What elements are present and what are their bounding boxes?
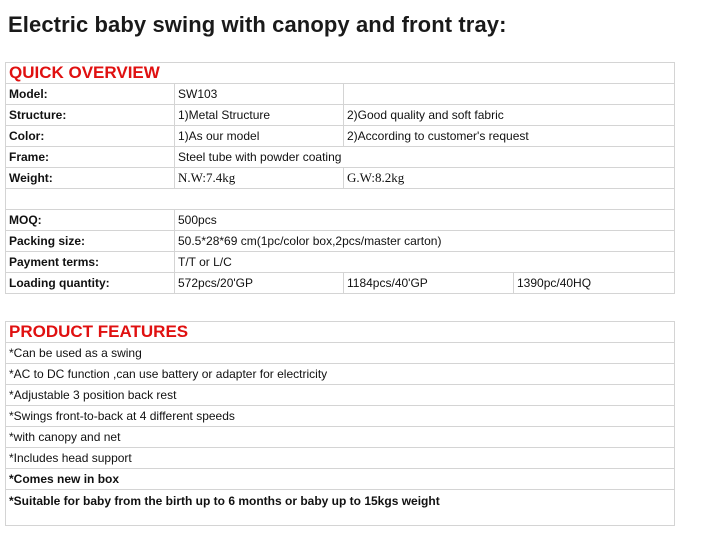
- feature-suitable-age: *Suitable for baby from the birth up to 6 months or baby up to 15kgs weight: [6, 490, 675, 526]
- structure-label: Structure:: [6, 105, 175, 126]
- model-value: SW103: [175, 84, 344, 105]
- list-item: [6, 448, 675, 469]
- color-value-1: 1)As our model: [175, 126, 344, 147]
- frame-label: Frame:: [6, 147, 175, 168]
- net-weight-value: N.W:7.4kg: [175, 168, 344, 189]
- spacer-row: [6, 189, 675, 210]
- overview-heading-row: [6, 63, 675, 84]
- moq-label: MOQ:: [6, 210, 175, 231]
- moq-row: [6, 210, 675, 231]
- frame-value: Steel tube with powder coating: [175, 147, 675, 168]
- moq-value: 500pcs: [175, 210, 675, 231]
- loading-value-40hq: 1390pc/40HQ: [514, 273, 675, 294]
- list-item: [6, 427, 675, 448]
- page-title: Electric baby swing with canopy and front tray:: [8, 12, 507, 37]
- feature-canopy: *with canopy and net: [6, 427, 675, 448]
- feature-speeds: *Swings front-to-back at 4 different speeds: [6, 406, 675, 427]
- list-item: [6, 406, 675, 427]
- loading-value-20gp: 572pcs/20'GP: [175, 273, 344, 294]
- product-features-table: [5, 321, 675, 526]
- payment-value: T/T or L/C: [175, 252, 675, 273]
- payment-label: Payment terms:: [6, 252, 175, 273]
- list-item: [6, 385, 675, 406]
- gross-weight-value: G.W:8.2kg: [344, 168, 675, 189]
- loading-label: Loading quantity:: [6, 273, 175, 294]
- packing-value: 50.5*28*69 cm(1pc/color box,2pcs/master carton): [175, 231, 675, 252]
- color-label: Color:: [6, 126, 175, 147]
- structure-value-2: 2)Good quality and soft fabric: [344, 105, 675, 126]
- feature-ac-dc: *AC to DC function ,can use battery or adapter for electricity: [6, 364, 675, 385]
- color-row: [6, 126, 675, 147]
- list-item: [6, 469, 675, 490]
- structure-value-1: 1)Metal Structure: [175, 105, 344, 126]
- loading-value-40gp: 1184pcs/40'GP: [344, 273, 514, 294]
- list-item: [6, 343, 675, 364]
- quick-overview-table: [5, 62, 675, 294]
- model-label: Model:: [6, 84, 175, 105]
- packing-label: Packing size:: [6, 231, 175, 252]
- features-heading-row: [6, 322, 675, 343]
- list-item: [6, 364, 675, 385]
- weight-row: [6, 168, 675, 189]
- feature-back-rest: *Adjustable 3 position back rest: [6, 385, 675, 406]
- list-item: [6, 490, 675, 526]
- feature-swing: *Can be used as a swing: [6, 343, 675, 364]
- packing-row: [6, 231, 675, 252]
- feature-new-in-box: *Comes new in box: [6, 469, 675, 490]
- structure-row: [6, 105, 675, 126]
- loading-row: [6, 273, 675, 294]
- frame-row: [6, 147, 675, 168]
- color-value-2: 2)According to customer's request: [344, 126, 675, 147]
- quick-overview-heading: QUICK OVERVIEW: [9, 63, 160, 82]
- payment-row: [6, 252, 675, 273]
- weight-label: Weight:: [6, 168, 175, 189]
- product-features-heading: PRODUCT FEATURES: [9, 322, 189, 341]
- feature-head-support: *Includes head support: [6, 448, 675, 469]
- model-row: [6, 84, 675, 105]
